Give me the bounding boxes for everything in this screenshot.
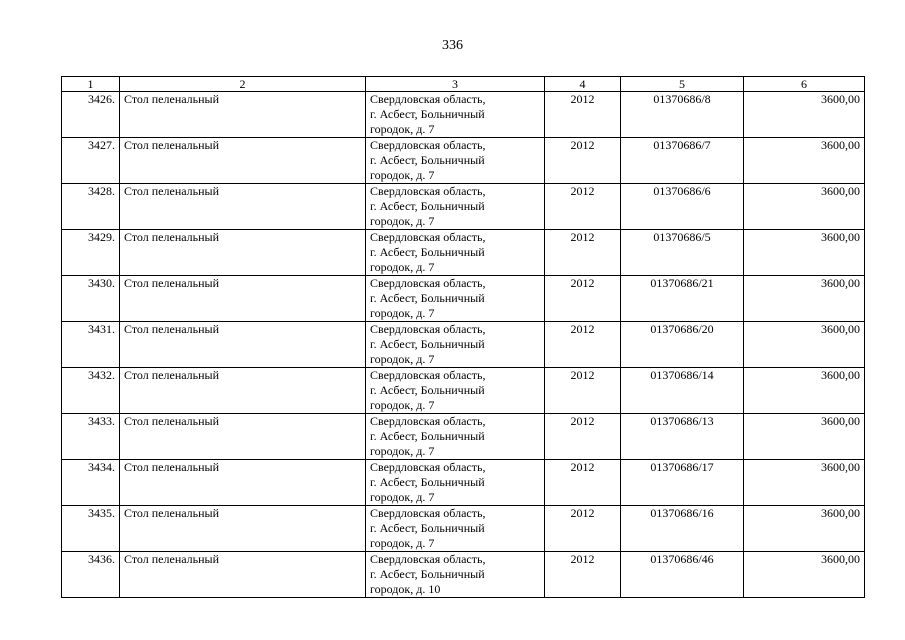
year-cell: 2012 (545, 460, 621, 506)
inventory-number-cell: 01370686/13 (621, 414, 744, 460)
header-row (62, 77, 865, 92)
table-body (62, 92, 865, 598)
inventory-number-cell: 01370686/14 (621, 368, 744, 414)
item-name-cell: Стол пеленальный (120, 460, 366, 506)
column-header-4: 4 (545, 77, 621, 92)
item-name-cell: Стол пеленальный (120, 184, 366, 230)
address-line: г. Асбест, Больничный (370, 429, 485, 443)
row-number-cell: 3431. (62, 322, 120, 368)
address-line: Свердловская область, (370, 506, 486, 520)
address-line: городок, д. 7 (370, 122, 435, 136)
address-line: Свердловская область, (370, 552, 486, 566)
row-number-cell: 3428. (62, 184, 120, 230)
row-number-cell: 3430. (62, 276, 120, 322)
item-name-cell: Стол пеленальный (120, 276, 366, 322)
address-line: городок, д. 7 (370, 260, 435, 274)
column-header-1: 1 (62, 77, 120, 92)
cost-cell: 3600,00 (744, 230, 865, 276)
address-line: г. Асбест, Больничный (370, 383, 485, 397)
address-line: г. Асбест, Больничный (370, 199, 485, 213)
address-cell (366, 414, 545, 460)
address-line: городок, д. 7 (370, 168, 435, 182)
address-line: г. Асбест, Больничный (370, 107, 485, 121)
address-line: Свердловская область, (370, 322, 486, 336)
row-number-cell: 3432. (62, 368, 120, 414)
address-line: Свердловская область, (370, 184, 486, 198)
address-line: городок, д. 7 (370, 306, 435, 320)
row-number-cell: 3433. (62, 414, 120, 460)
address-cell (366, 322, 545, 368)
year-cell: 2012 (545, 92, 621, 138)
page-number: 336 (442, 38, 463, 53)
address-line: г. Асбест, Больничный (370, 475, 485, 489)
address-line: городок, д. 7 (370, 536, 435, 550)
address-line: городок, д. 7 (370, 352, 435, 366)
row-number-cell: 3426. (62, 92, 120, 138)
table-row (62, 322, 865, 368)
item-name-cell: Стол пеленальный (120, 138, 366, 184)
inventory-number-cell: 01370686/7 (621, 138, 744, 184)
property-register-table (61, 76, 865, 598)
table-row (62, 368, 865, 414)
table-row (62, 184, 865, 230)
item-name-cell: Стол пеленальный (120, 552, 366, 598)
year-cell: 2012 (545, 230, 621, 276)
address-line: г. Асбест, Больничный (370, 567, 485, 581)
table-row (62, 414, 865, 460)
address-line: городок, д. 10 (370, 582, 441, 596)
address-line: Свердловская область, (370, 368, 486, 382)
inventory-number-cell: 01370686/46 (621, 552, 744, 598)
address-line: Свердловская область, (370, 414, 486, 428)
address-cell (366, 138, 545, 184)
row-number-cell: 3429. (62, 230, 120, 276)
cost-cell: 3600,00 (744, 368, 865, 414)
row-number-cell: 3435. (62, 506, 120, 552)
address-line: г. Асбест, Больничный (370, 153, 485, 167)
item-name-cell: Стол пеленальный (120, 322, 366, 368)
item-name-cell: Стол пеленальный (120, 368, 366, 414)
address-line: городок, д. 7 (370, 444, 435, 458)
inventory-number-cell: 01370686/5 (621, 230, 744, 276)
cost-cell: 3600,00 (744, 184, 865, 230)
address-cell (366, 506, 545, 552)
cost-cell: 3600,00 (744, 414, 865, 460)
address-cell (366, 552, 545, 598)
cost-cell: 3600,00 (744, 92, 865, 138)
table-row (62, 552, 865, 598)
address-cell (366, 92, 545, 138)
cost-cell: 3600,00 (744, 276, 865, 322)
item-name-cell: Стол пеленальный (120, 414, 366, 460)
inventory-number-cell: 01370686/16 (621, 506, 744, 552)
cost-cell: 3600,00 (744, 552, 865, 598)
address-cell (366, 368, 545, 414)
address-cell (366, 276, 545, 322)
cost-cell: 3600,00 (744, 322, 865, 368)
column-header-3: 3 (366, 77, 545, 92)
address-line: г. Асбест, Больничный (370, 291, 485, 305)
row-number-cell: 3427. (62, 138, 120, 184)
year-cell: 2012 (545, 506, 621, 552)
item-name-cell: Стол пеленальный (120, 230, 366, 276)
table-row (62, 460, 865, 506)
year-cell: 2012 (545, 138, 621, 184)
address-line: г. Асбест, Больничный (370, 521, 485, 535)
address-line: г. Асбест, Больничный (370, 245, 485, 259)
table-row (62, 92, 865, 138)
cost-cell: 3600,00 (744, 460, 865, 506)
inventory-number-cell: 01370686/6 (621, 184, 744, 230)
column-header-6: 6 (744, 77, 865, 92)
inventory-number-cell: 01370686/21 (621, 276, 744, 322)
cost-cell: 3600,00 (744, 138, 865, 184)
address-line: городок, д. 7 (370, 398, 435, 412)
table-header (62, 77, 865, 92)
row-number-cell: 3436. (62, 552, 120, 598)
column-header-2: 2 (120, 77, 366, 92)
table-row (62, 276, 865, 322)
cost-cell: 3600,00 (744, 506, 865, 552)
address-cell (366, 230, 545, 276)
address-line: Свердловская область, (370, 138, 486, 152)
address-cell (366, 460, 545, 506)
table-row (62, 230, 865, 276)
inventory-number-cell: 01370686/8 (621, 92, 744, 138)
inventory-number-cell: 01370686/17 (621, 460, 744, 506)
address-line: Свердловская область, (370, 230, 486, 244)
address-line: г. Асбест, Больничный (370, 337, 485, 351)
table-row (62, 138, 865, 184)
table-row (62, 506, 865, 552)
year-cell: 2012 (545, 184, 621, 230)
year-cell: 2012 (545, 552, 621, 598)
year-cell: 2012 (545, 414, 621, 460)
address-line: городок, д. 7 (370, 490, 435, 504)
address-line: городок, д. 7 (370, 214, 435, 228)
row-number-cell: 3434. (62, 460, 120, 506)
year-cell: 2012 (545, 276, 621, 322)
inventory-number-cell: 01370686/20 (621, 322, 744, 368)
year-cell: 2012 (545, 322, 621, 368)
address-line: Свердловская область, (370, 460, 486, 474)
year-cell: 2012 (545, 368, 621, 414)
address-line: Свердловская область, (370, 92, 486, 106)
item-name-cell: Стол пеленальный (120, 92, 366, 138)
item-name-cell: Стол пеленальный (120, 506, 366, 552)
address-cell (366, 184, 545, 230)
column-header-5: 5 (621, 77, 744, 92)
address-line: Свердловская область, (370, 276, 486, 290)
